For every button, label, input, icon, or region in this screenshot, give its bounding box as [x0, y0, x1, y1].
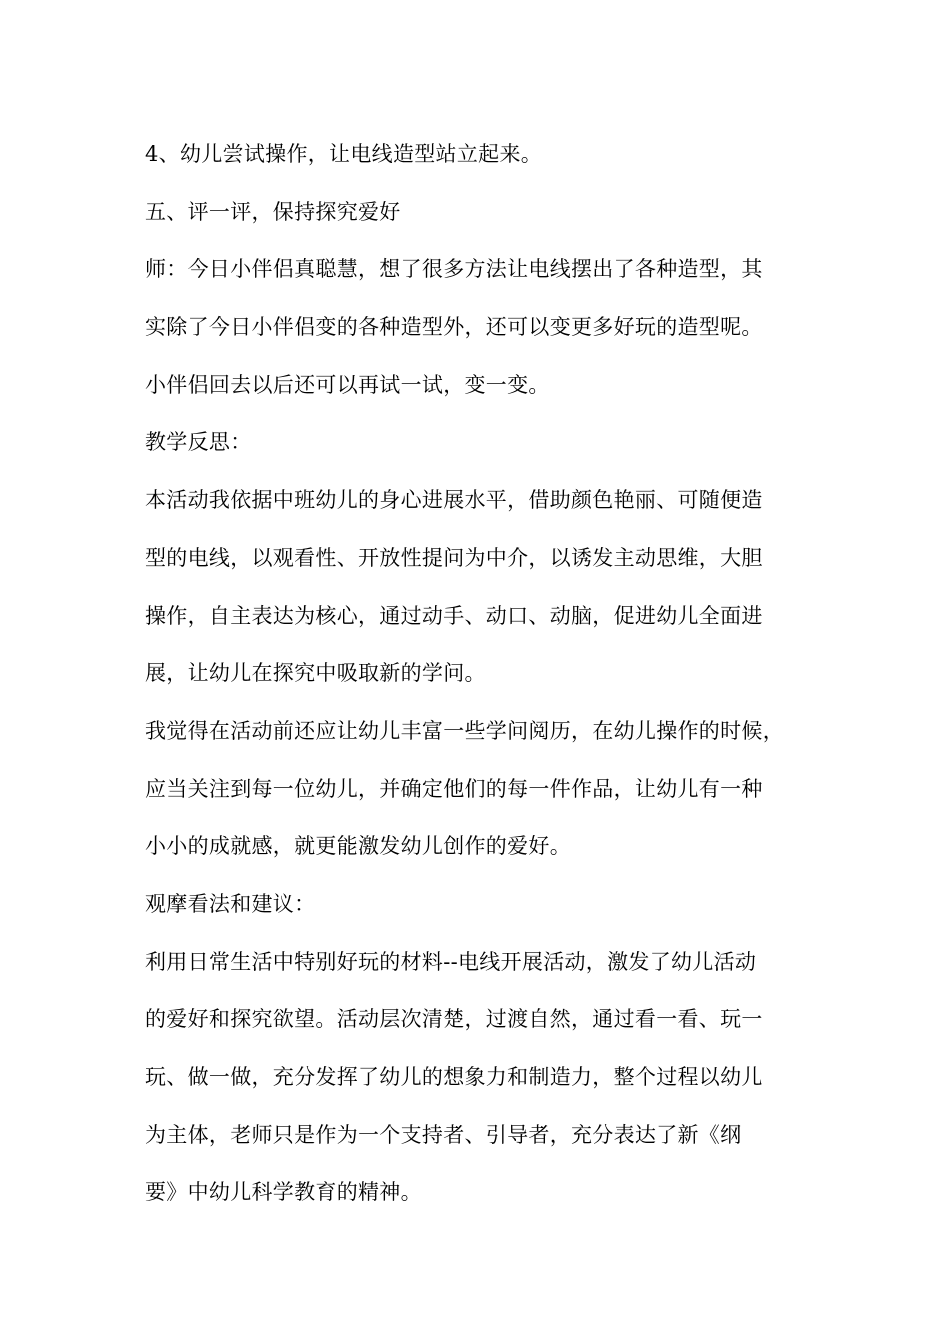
- text-line: 为主体，老师只是作为一个支持者、引导者，充分表达了新《纲: [145, 1122, 742, 1147]
- text-line: 操作，自主表达为核心，通过动手、动口、动脑，促进幼儿全面进: [145, 603, 763, 628]
- section-heading: 五、评一评，保持探究爱好: [145, 199, 401, 224]
- text-line: 应当关注到每一位幼儿，并确定他们的每一件作品，让幼儿有一种: [145, 776, 763, 801]
- text-line: 要》中幼儿科学教育的精神。: [145, 1180, 422, 1205]
- section-heading: 观摩看法和建议：: [145, 891, 316, 916]
- text-line: 实除了今日小伴侣变的各种造型外，还可以变更多好玩的造型呢。: [145, 315, 763, 340]
- text-line: 我觉得在活动前还应让幼儿丰富一些学问阅历，在幼儿操作的时候，: [145, 718, 784, 743]
- text-line: 师：今日小伴侣真聪慧，想了很多方法让电线摆出了各种造型，其: [145, 257, 763, 282]
- text-line: 小伴侣回去以后还可以再试一试，变一变。: [145, 372, 550, 397]
- section-heading: 教学反思：: [145, 430, 252, 455]
- text-line: 4、幼儿尝试操作，让电线造型站立起来。: [145, 142, 543, 166]
- text-line: 利用日常生活中特别好玩的材料--电线开展活动，激发了幼儿活动: [145, 949, 757, 974]
- text-line: 展，让幼儿在探究中吸取新的学问。: [145, 661, 486, 686]
- document-body: [145, 126, 825, 1222]
- text-line: 的爱好和探究欲望。活动层次清楚，过渡自然，通过看一看、玩一: [145, 1007, 763, 1032]
- text-line: 本活动我依据中班幼儿的身心进展水平，借助颜色艳丽、可随便造: [145, 488, 763, 513]
- text-line: 小小的成就感，就更能激发幼儿创作的爱好。: [145, 834, 571, 859]
- text-line: 型的电线，以观看性、开放性提问为中介，以诱发主动思维，大胆: [145, 545, 763, 570]
- text-line: 玩、做一做，充分发挥了幼儿的想象力和制造力，整个过程以幼儿: [145, 1065, 763, 1089]
